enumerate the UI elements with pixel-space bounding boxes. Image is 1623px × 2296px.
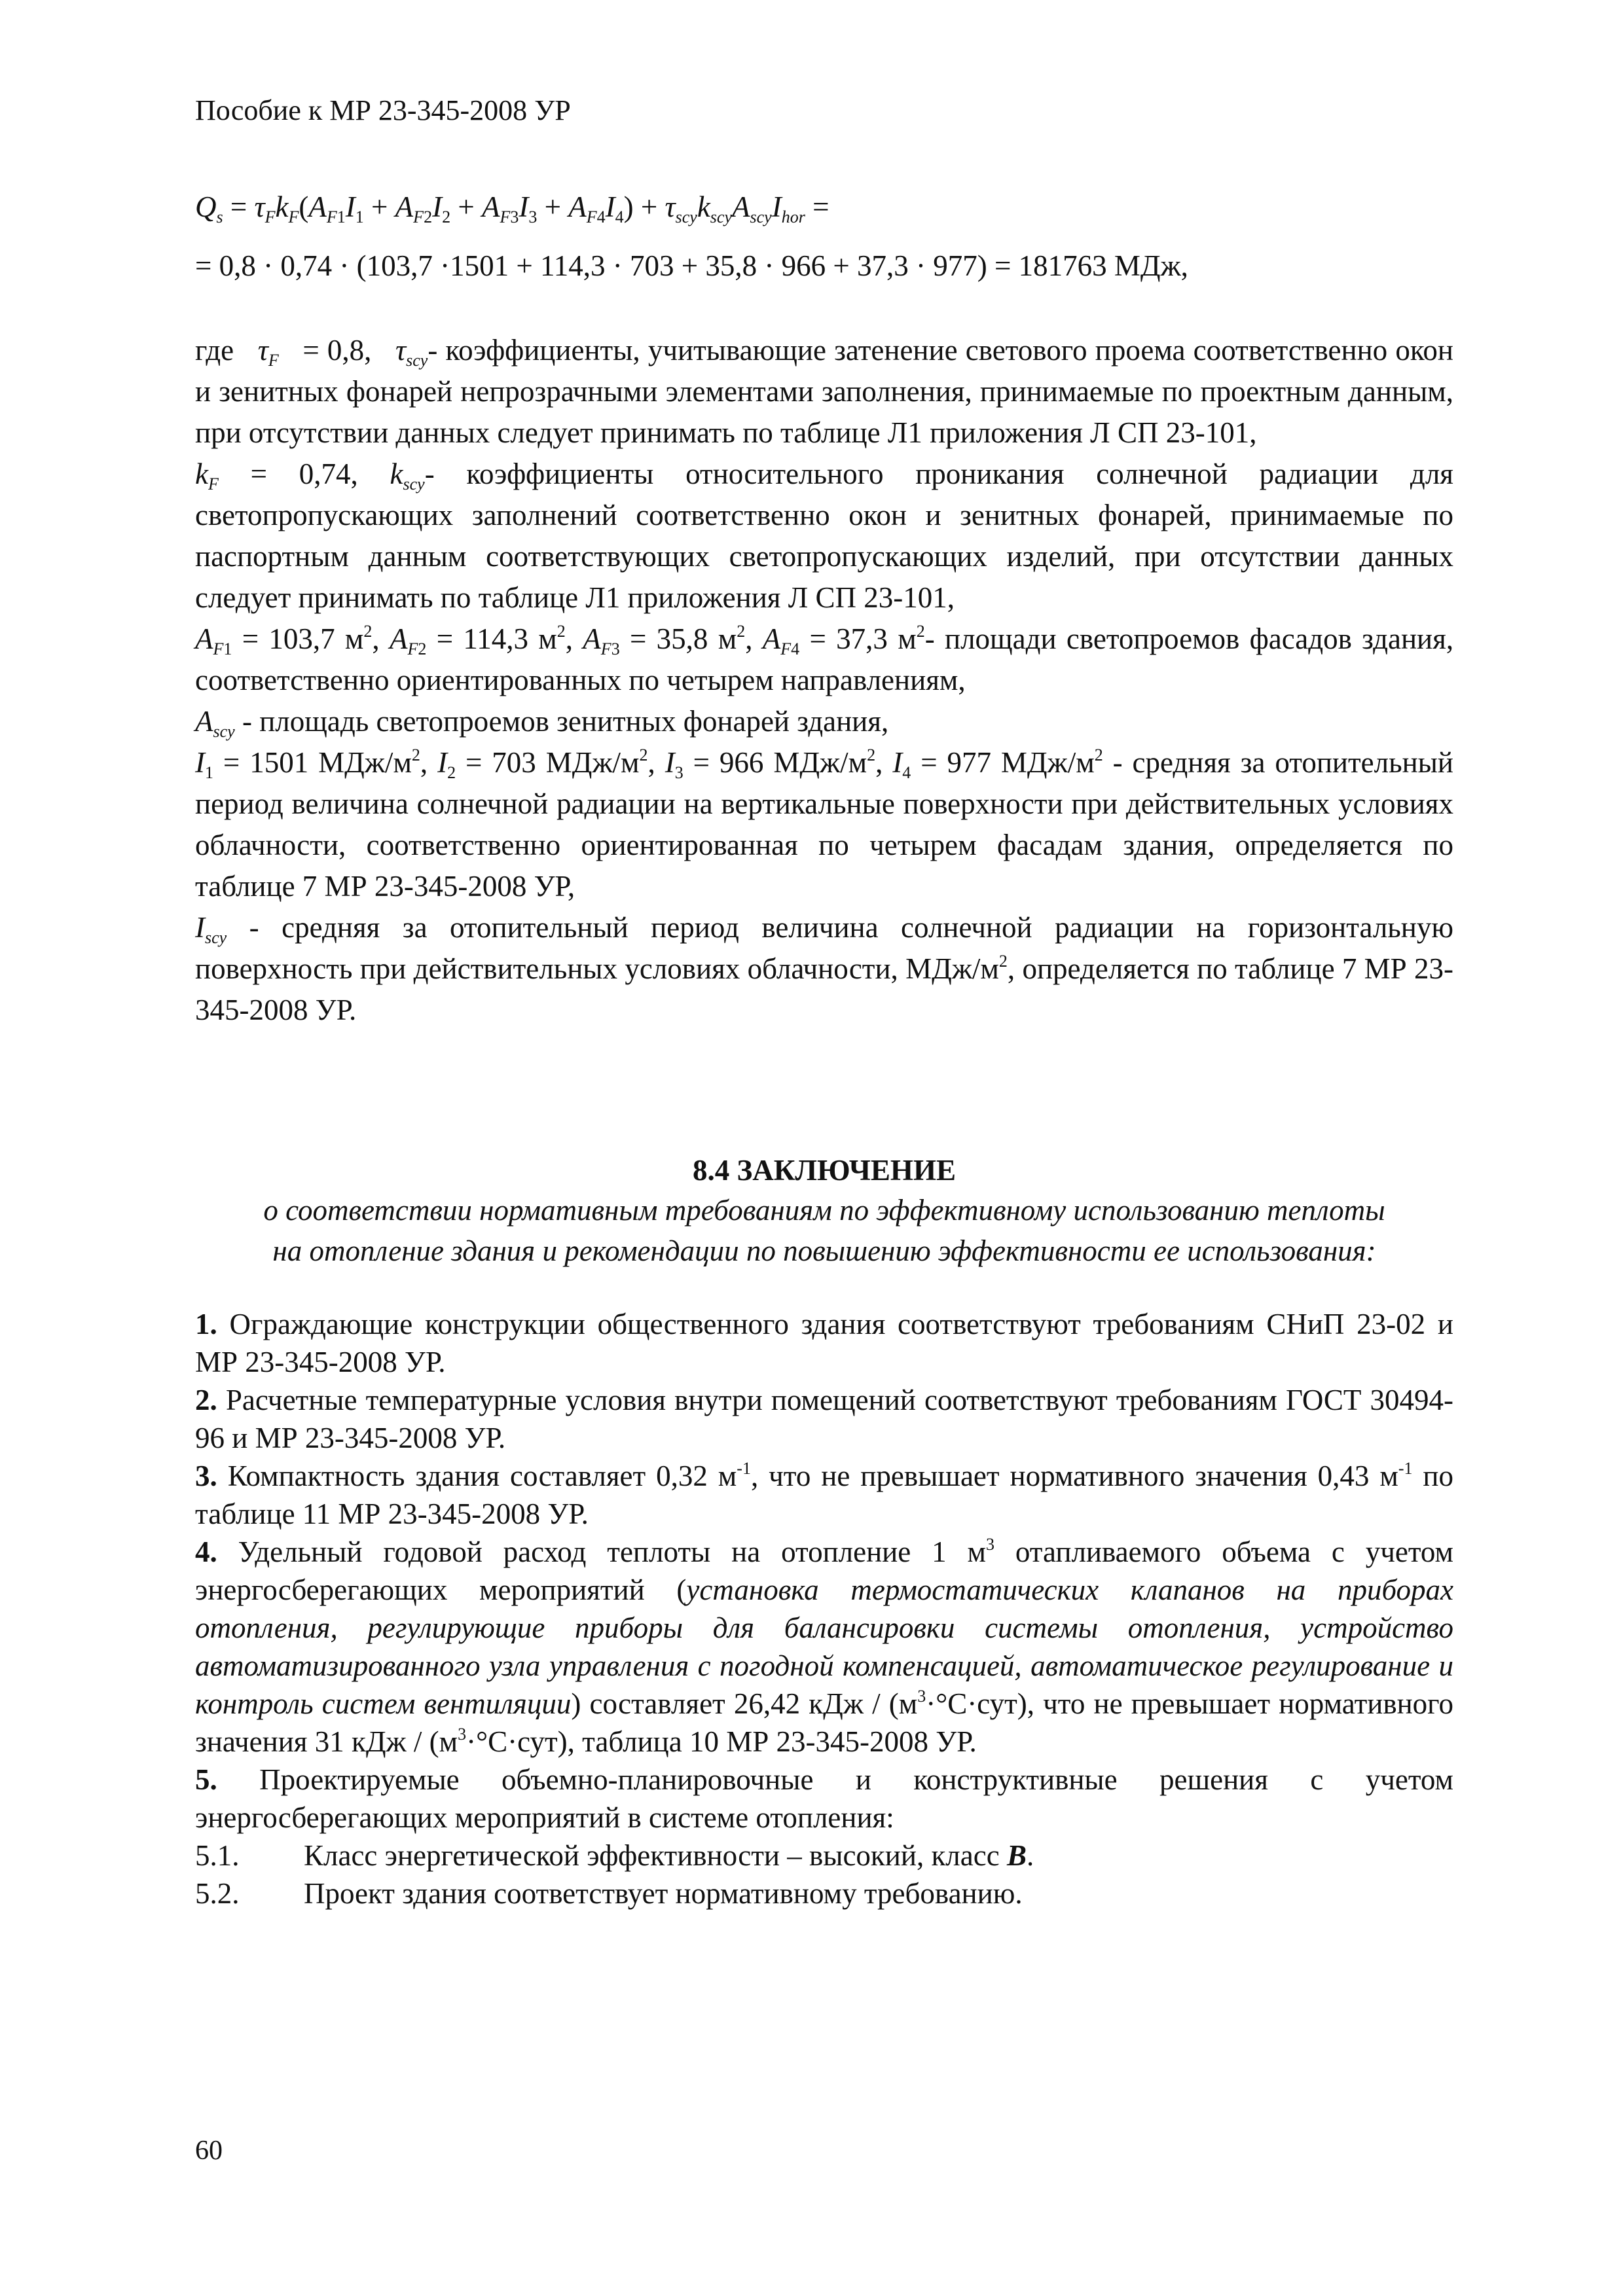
conclusion-subitem-5-1: 5.1. Класс энергетической эффективности – высокий, класс B.: [195, 1839, 1034, 1872]
conclusion-subtitle: о соответствии нормативным требованиям по эффективному использованию теплоты на отопление здания и рекомендации по повышению эффективности ее использования:: [263, 1194, 1385, 1267]
formula-line-1: $Q_s = \tau_Fk_F(A_{F1}I_1 + A_{F2}I_2 + A_{F3}I_3 + A_{F4}I_4) + \tau_{scy}k_{scy}A_{scy}I_{hor}$ =: [195, 190, 830, 226]
conclusion-item-2: 2. Расчетные температурные условия внутри помещений соответствуют требованиям ГОСТ 30494-96 и МР 23-345-2008 УР.: [195, 1384, 1454, 1454]
def-iscy: $I_{scy}$ - средняя за отопительный период величина солнечной радиации на горизонтальную поверхность при действительных условиях облачности, МДж/$м^2$, определяется по таблице 7 МР 23-345-2008 УР.: [195, 911, 1454, 1026]
conclusion-item-4: 4. Удельный годовой расход теплоты на отопление 1 $м^3$ отапливаемого объема с учетом энергосберегающих мероприятий (установка термостатических клапанов на приборах отопления, регулирующие приборы для балансировки системы отопления, устройство автоматизированного узла управления с погодной компенсацией, автоматическое регулирование и контроль систем вентиляции) составляет 26,42 кДж / $(м^3\cdot^\circ С\cdot сут)$, что не превышает нормативного значения 31 кДж / $(м^3\cdot^\circ С\cdot сут)$, таблица 10 МР 23-345-2008 УР.: [195, 1535, 1454, 1758]
formula-line-2: = 0,8 · 0,74 · (103,7 ·1501 + 114,3 · 703 + 35,8 · 966 + 37,3 · 977) = 181763 МДж,: [195, 249, 1188, 282]
conclusion-title: 8.4 ЗАКЛЮЧЕНИЕ: [693, 1154, 956, 1187]
def-ascy: $A_{scy}$ - площадь светопроемов зенитных фонарей здания,: [195, 705, 889, 741]
page-header: Пособие к МР 23-345-2008 УР: [195, 94, 571, 126]
conclusion-item-1: 1. Ограждающие конструкции общественного здания соответствуют требованиям СНиП 23-02 и МР 23-345-2008 УР.: [195, 1308, 1453, 1378]
def-k: $k_F = 0,74$, $k_{scy}-$ коэффициенты относительного проникания солнечной радиации для светопропускающих заполнений соответственно окон и зенитных фонарей, принимаемые по паспортным данным соответствующих светопропускающих изделий, при отсутствии данных следует принимать по таблице Л1 приложения Л СП 23-101,: [195, 457, 1453, 614]
def-af: $A_{F1} = 103,7$ $м^2$, $A_{F2} = 114,3$ $м^2$, $A_{F3} = 35,8$ $м^2$, $A_{F4} = 37,3$ $м^2-$ площади светопроемов фасадов здания, соответственно ориентированных по четырем направлениям,: [195, 622, 1454, 696]
definitions: [195, 330, 1453, 1031]
conclusion-list: [195, 1305, 1453, 1912]
conclusion-subitem-5-2: 5.2. Проект здания соответствует нормативному требованию.: [195, 1877, 1023, 1910]
def-i: $I_1 = 1501$ МДж/$м^2$, $I_2 = 703$ МДж/$м^2$, $I_3 = 966$ МДж/$м^2$, $I_4 = 977$ МДж/$м^2$ - средняя за отопительный период величина солнечной радиации на вертикальные поверхности при действительных условиях облачности, соответственно ориентированная по четырем фасадам здания, определяется по таблице 7 МР 23-345-2008 УР,: [195, 745, 1453, 903]
def-tau: где $\tau_F$ = 0,8, $\tau_{scy}-$ коэффициенты, учитывающие затенение светового проема соответственно окон и зенитных фонарей непрозрачными элементами заполнения, принимаемые по проектным данным, при отсутствии данных следует принимать по таблице Л1 приложения Л СП 23-101,: [195, 334, 1454, 449]
page-number: 60: [195, 2136, 223, 2166]
conclusion-item-5: 5. Проектируемые объемно-планировочные и конструктивные решения с учетом энергосберегающих мероприятий в системе отопления:: [195, 1763, 1454, 1834]
conclusion-item-3: 3. Компактность здания составляет 0,32 $м^{-1}$, что не превышает нормативного значения 0,43 $м^{-1}$ по таблице 11 МР 23-345-2008 УР.: [195, 1459, 1454, 1530]
